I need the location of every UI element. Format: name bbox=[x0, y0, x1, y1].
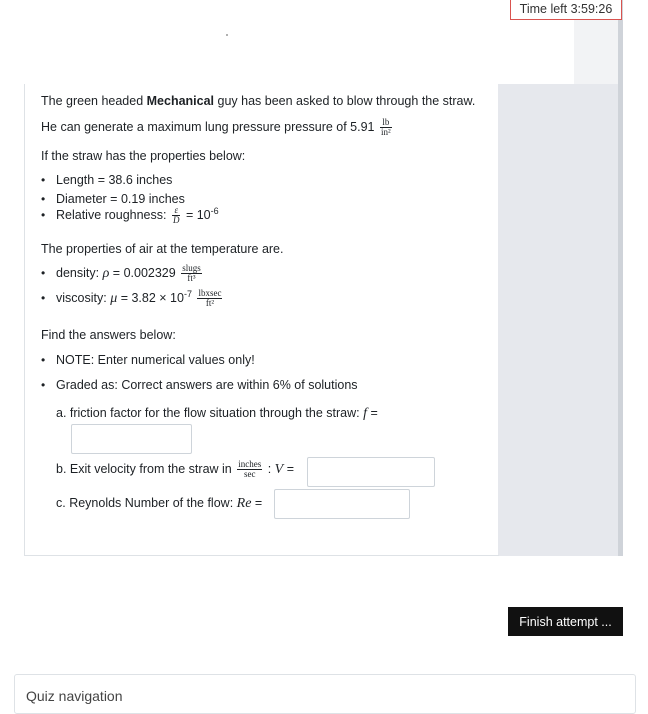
exit-velocity-input[interactable] bbox=[307, 457, 435, 487]
air-intro: The properties of air at the temperature are. bbox=[41, 242, 284, 256]
find-intro: Find the answers below: bbox=[41, 328, 176, 342]
reynolds-number-input[interactable] bbox=[274, 489, 410, 519]
part-b-label: b. Exit velocity from the straw in $\frac{\text{inches}}{\sec}$ : V = bbox=[56, 459, 295, 479]
pressure-text: He can generate a maximum lung pressure pressure of 5.91 $\frac{lb}{\text{in²}}$ bbox=[41, 117, 391, 137]
straw-intro: If the straw has the properties below: bbox=[41, 149, 246, 163]
part-a-label: a. friction factor for the flow situation through the straw: f = bbox=[56, 406, 378, 421]
finish-attempt-button[interactable]: Finish attempt ... bbox=[508, 607, 623, 636]
part-c-label: c. Reynolds Number of the flow: Re = bbox=[56, 496, 263, 511]
grading-item: • Graded as: Correct answers are within 6% of solutions bbox=[41, 378, 358, 392]
length-item: • Length = 38.6 inches bbox=[41, 173, 173, 187]
density-item: • density: ρ = 0.002329 $\frac{\text{slugs}}{\text{ft³}}$ bbox=[41, 263, 201, 283]
viscosity-item: • viscosity: $\mu = 3.82 \times 10^{-7}$ $\frac{\text{lbxsec}}{\text{ft²}}$ bbox=[41, 288, 222, 309]
sidebar-edge bbox=[618, 0, 623, 556]
pressure-unit: $\frac{lb}{\text{in²}}$ bbox=[381, 117, 391, 137]
timer: Time left 3:59:26 bbox=[510, 0, 622, 20]
quiz-navigation-panel bbox=[14, 674, 636, 714]
diameter-item: • Diameter = 0.19 inches bbox=[41, 192, 185, 206]
sidebar-panel bbox=[498, 84, 618, 556]
friction-factor-input[interactable] bbox=[71, 424, 192, 454]
intro-text: The green headed Mechanical guy has been asked to blow through the straw. bbox=[41, 94, 476, 108]
roughness-item: • Relative roughness: $\frac{\varepsilon}{D}$ = $10^{-6}$ bbox=[41, 205, 219, 226]
page-dot bbox=[226, 34, 228, 36]
note-item: • NOTE: Enter numerical values only! bbox=[41, 353, 255, 367]
quiz-navigation-title: Quiz navigation bbox=[26, 688, 123, 704]
